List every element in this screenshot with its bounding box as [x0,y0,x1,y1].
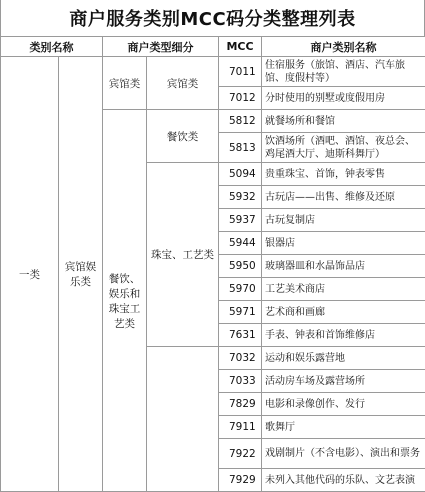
merchant-type-name: 电影和录像创作、发行 [262,393,425,416]
merchant-type-name: 住宿服务（旅馆、酒店、汽车旅馆、度假村等） [262,57,425,87]
merchant-type-name: 饮酒场所（酒吧、酒馆、夜总会、鸡尾酒大厅、迪斯科舞厅） [262,133,425,163]
mcc-code: 7011 [219,57,262,87]
group-level2: 宾馆娱乐类 [59,57,103,492]
mcc-code: 5094 [219,163,262,186]
mcc-code: 5932 [219,186,262,209]
mcc-code: 7929 [219,469,262,492]
merchant-type-name: 手表、钟表和首饰维修店 [262,324,425,347]
mcc-code: 7829 [219,393,262,416]
header-subcategory: 商户类型细分 [103,37,219,57]
mcc-code: 7911 [219,416,262,439]
mcc-table [0,36,425,492]
group-level1: 一类 [1,57,59,492]
mcc-code: 7032 [219,347,262,370]
subgroup-dining: 餐饮类 [147,110,219,163]
merchant-type-name: 未列入其他代码的乐队、文艺表演 [262,469,425,492]
group-hotel: 宾馆类 [103,57,147,110]
subgroup-jewelry: 珠宝、工艺类 [147,163,219,347]
mcc-code: 7012 [219,87,262,110]
sheet-title: 商户服务类别MCC码分类整理列表 [0,0,425,36]
merchant-type-name: 艺术商和画廊 [262,301,425,324]
mcc-code: 5944 [219,232,262,255]
merchant-type-name: 古玩复制店 [262,209,425,232]
merchant-type-name: 贵重珠宝、首饰，钟表零售 [262,163,425,186]
mcc-code: 7631 [219,324,262,347]
merchant-type-name: 银器店 [262,232,425,255]
subgroup-blank [147,347,219,492]
merchant-type-name: 歌舞厅 [262,416,425,439]
mcc-code: 7922 [219,439,262,469]
group-leisure: 餐饮、娱乐和珠宝工艺类 [103,110,147,492]
header-category-name: 类别名称 [1,37,103,57]
header-merchant-type-name: 商户类别名称 [262,37,425,57]
mcc-code: 5812 [219,110,262,133]
mcc-code: 7033 [219,370,262,393]
merchant-type-name: 古玩店——出售、维修及还原 [262,186,425,209]
mcc-code: 5970 [219,278,262,301]
mcc-code: 5937 [219,209,262,232]
merchant-type-name: 运动和娱乐露营地 [262,347,425,370]
merchant-type-name: 工艺美术商店 [262,278,425,301]
header-row [1,37,425,57]
mcc-code: 5950 [219,255,262,278]
merchant-type-name: 玻璃器皿和水晶饰品店 [262,255,425,278]
merchant-type-name: 分时使用的别墅或度假用房 [262,87,425,110]
merchant-type-name: 活动房车场及露营场所 [262,370,425,393]
merchant-type-name: 就餐场所和餐馆 [262,110,425,133]
header-mcc: MCC [219,37,262,57]
mcc-code: 5813 [219,133,262,163]
mcc-code: 5971 [219,301,262,324]
merchant-type-name: 戏剧制片（不含电影）、演出和票务 [262,439,425,469]
table-row [1,57,425,87]
subgroup-hotel: 宾馆类 [147,57,219,110]
